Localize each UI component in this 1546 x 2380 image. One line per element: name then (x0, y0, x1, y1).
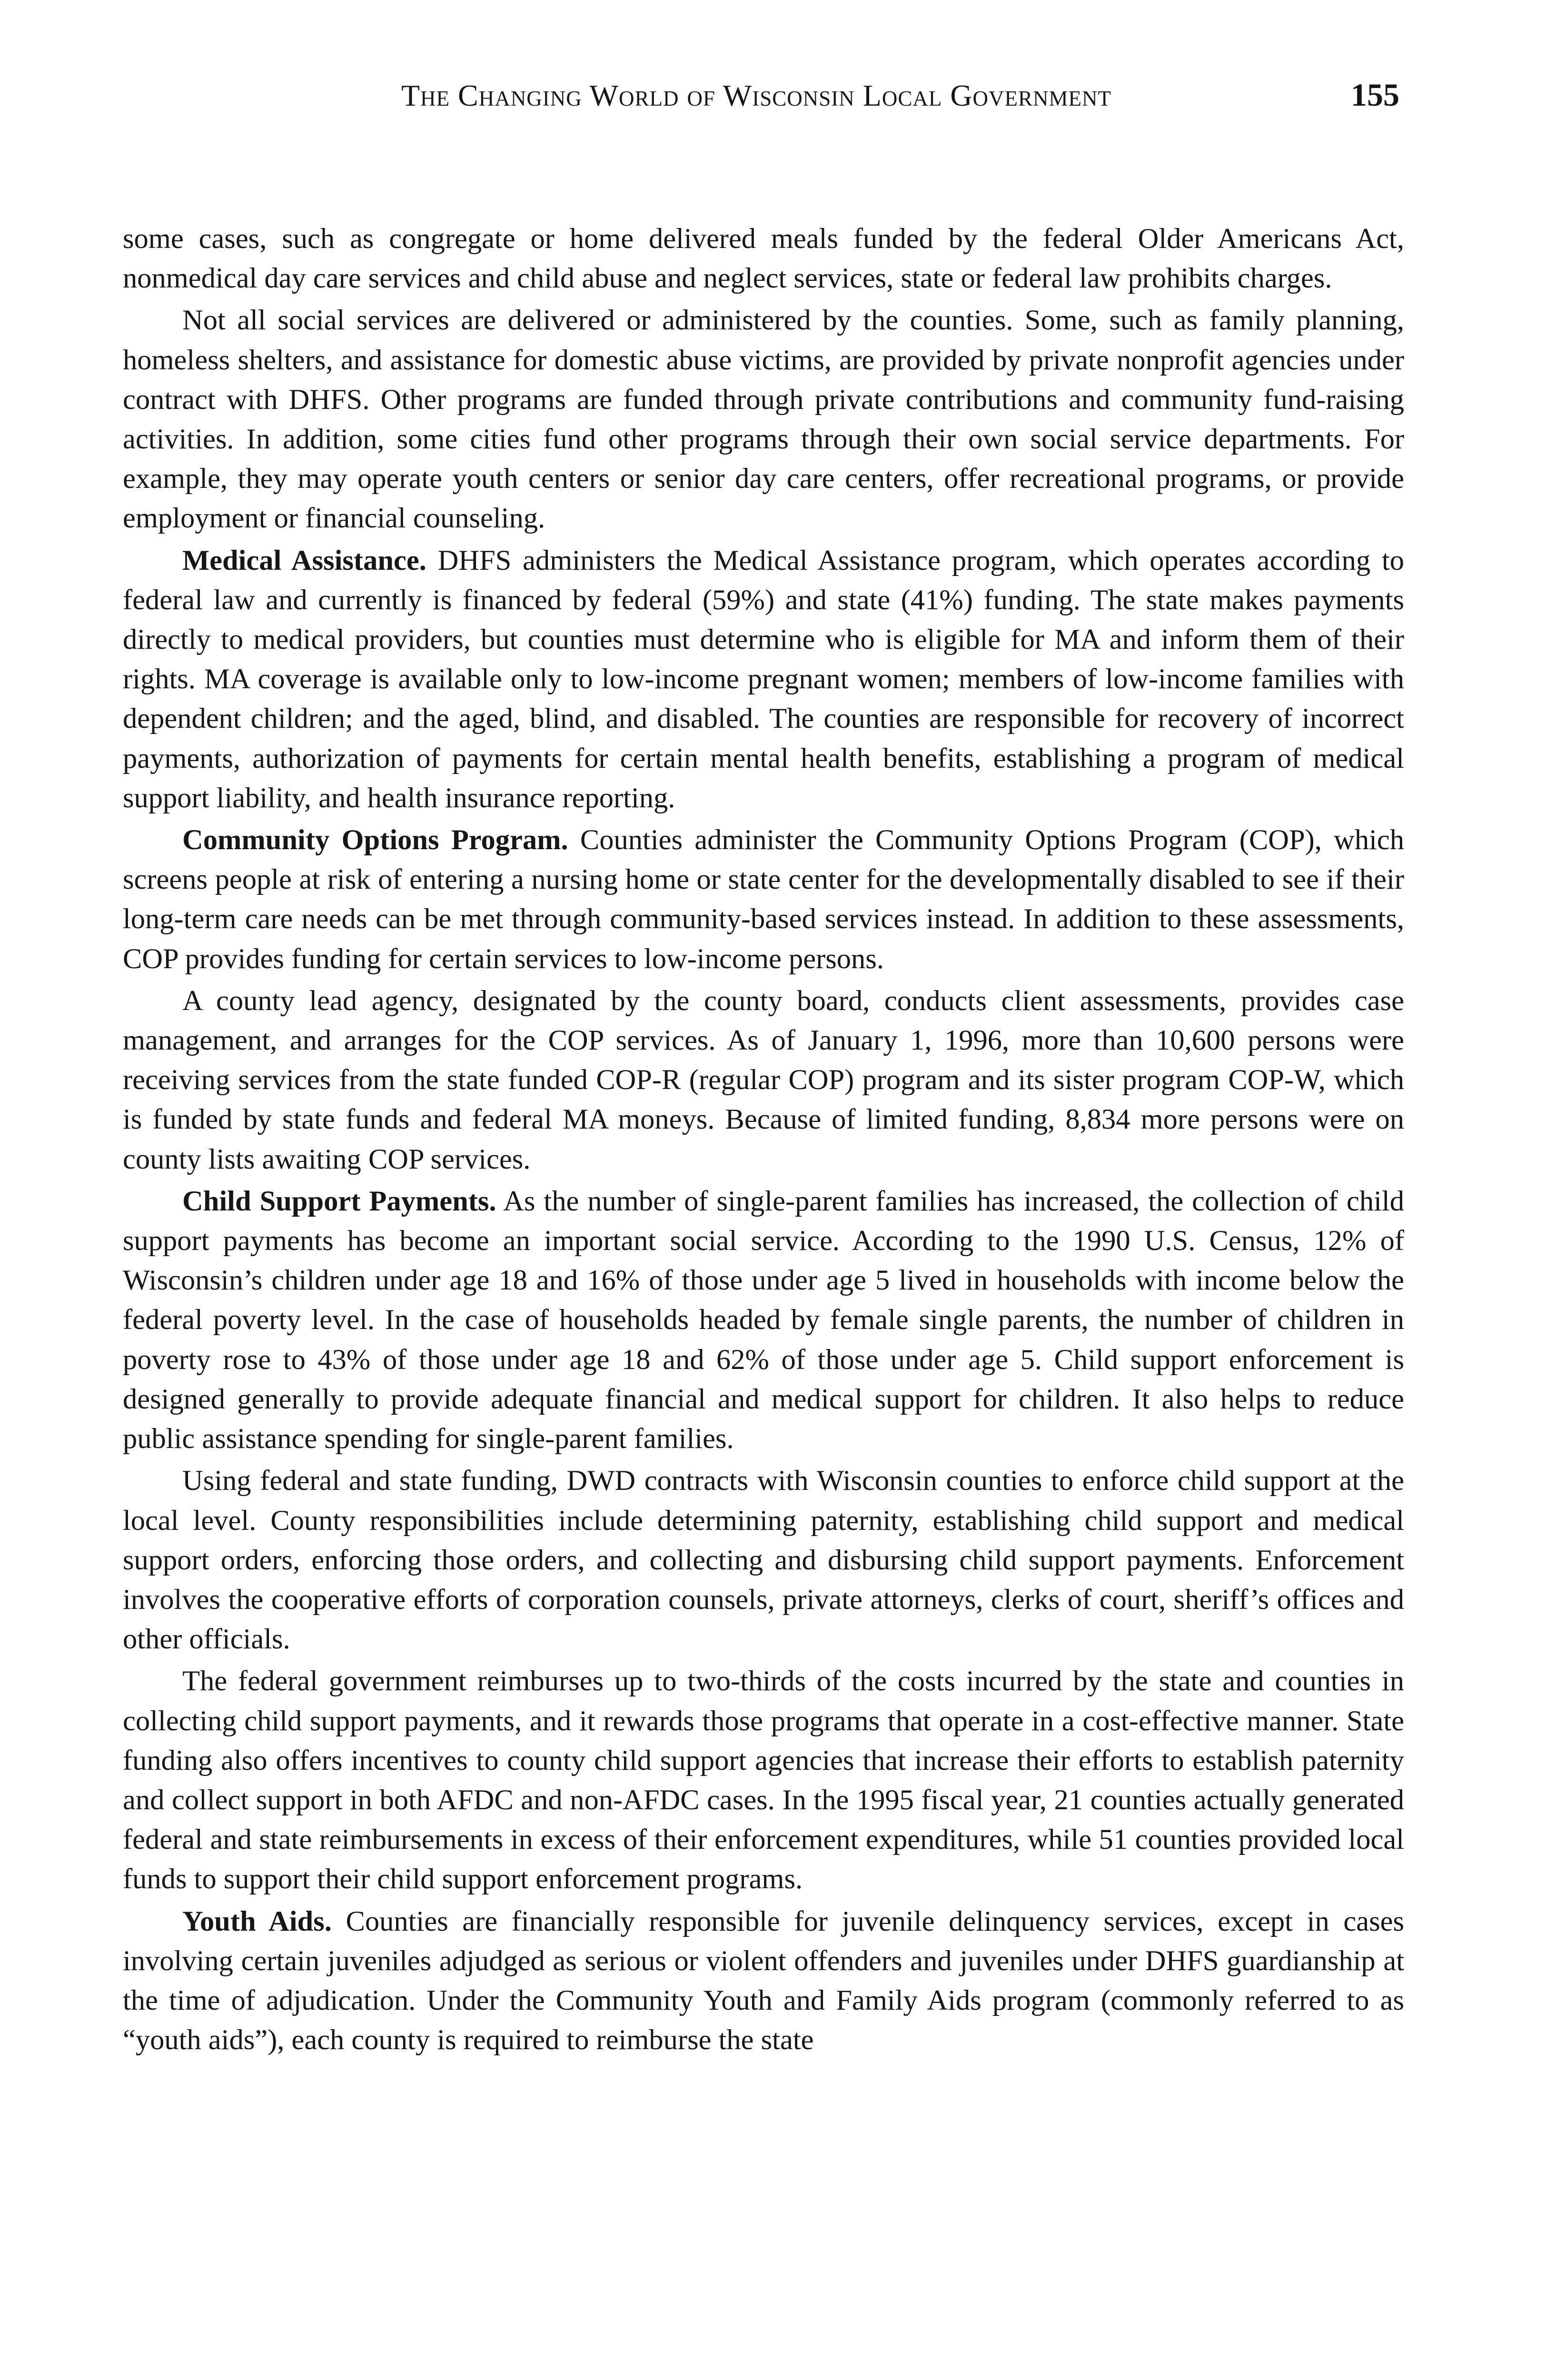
paragraph-text: A county lead agency, designated by the county board, conducts client assessments, provides case management, and arranges for the COP services. As of January 1, 1996, more than 10,600 persons were receiving services from the state funded COP-R (regular COP) program and its sister program COP-W, which is funded by state funds and federal MA moneys. Because of limited funding, 8,834 more persons were on county lists awaiting COP services. (123, 984, 1404, 1175)
run-in-heading: Youth Aids. (182, 1905, 332, 1937)
run-in-heading: Child Support Payments. (182, 1185, 496, 1217)
paragraph-text: Counties are financially responsible for juvenile delinquency services, except in cases involving certain juveniles adjudged as serious or violent offenders and juveniles under DHFS guardianship at the time of adjudication. Under the Community Youth and Family Aids program (commonly referred to as “youth aids”), each county is required to reimburse the state (123, 1905, 1405, 2056)
paragraph-text: Not all social services are delivered or administered by the counties. Some, such as family planning, homeless shelters, and assistance for domestic abuse victims, are provided by private nonprofit agencies under contract with DHFS. Other programs are funded through private contributions and community fund-raising activities. In addition, some cities fund other programs through their own social service departments. For example, they may operate youth centers or senior day care centers, offer recreational programs, or provide employment or financial counseling. (123, 304, 1404, 535)
paragraph-youth-aids (123, 1902, 1404, 2060)
paragraph-text: some cases, such as congregate or home delivered meals funded by the federal Older Americans Act, nonmedical day care services and child abuse and neglect services, state or federal law prohibits charges. (123, 223, 1404, 295)
paragraph-text: The federal government reimburses up to two-thirds of the costs incurred by the state and counties in collecting child support payments, and it rewards those programs that operate in a cost-effective manner. State funding also offers incentives to county child support agencies that increase their efforts to establish paternity and collect support in both AFDC and non-AFDC cases. In the 1995 fiscal year, 21 counties actually generated federal and state reimbursements in excess of their enforcement expenditures, while 51 counties provided local funds to support their child support enforcement programs. (123, 1665, 1404, 1895)
running-title: The Changing World of Wisconsin Local Government (401, 79, 1112, 112)
paragraph (123, 1461, 1404, 1659)
paragraph-continued (123, 219, 1404, 298)
run-in-heading: Community Options Program. (182, 824, 568, 856)
paragraph-text: Counties administer the Community Options Program (COP), which screens people at risk of entering a nursing home or state center for the developmentally disabled to see if their long-term care needs can be met through community-based services instead. In addition to these assessments, COP provides funding for certain services to low-income persons. (123, 824, 1405, 975)
paragraph-text: As the number of single-parent families has increased, the collection of child support payments has become an important social service. According to the 1990 U.S. Census, 12% of Wisconsin’s children under age 18 and 16% of those under age 5 lived in households with income below the federal poverty level. In the case of households headed by female single parents, the number of children in poverty rose to 43% of those under age 18 and 62% of those under age 5. Child support enforcement is designed generally to provide adequate financial and medical support for children. It also helps to reduce public assistance spending for single-parent families. (123, 1185, 1404, 1455)
paragraph-child-support (123, 1181, 1404, 1458)
running-header (124, 76, 1399, 119)
page-number: 155 (1351, 77, 1399, 113)
paragraph-text: Using federal and state funding, DWD contracts with Wisconsin counties to enforce child support at the local level. County responsibilities include determining paternity, establishing child support and medical support orders, enforcing those orders, and collecting and disbursing child support payments. Enforcement involves the cooperative efforts of corporation counsels, private attorneys, clerks of court, sheriff’s offices and other officials. (123, 1465, 1404, 1656)
paragraph (123, 981, 1404, 1179)
paragraph-community-options (123, 820, 1404, 979)
paragraph (123, 1661, 1404, 1899)
paragraph (123, 300, 1404, 538)
body-text (123, 219, 1404, 2062)
run-in-heading: Medical Assistance. (182, 544, 426, 576)
paragraph-medical-assistance (123, 541, 1404, 818)
paragraph-text: DHFS administers the Medical Assistance program, which operates according to federal law and currently is financed by federal (59%) and state (41%) funding. The state makes payments directly to medical providers, but counties must determine who is eligible for MA and inform them of their rights. MA coverage is available only to low-income pregnant women; members of low-income families with dependent children; and the aged, blind, and disabled. The counties are responsible for recovery of incorrect payments, authorization of payments for certain mental health benefits, establishing a program of medical support liability, and health insurance reporting. (123, 544, 1405, 814)
